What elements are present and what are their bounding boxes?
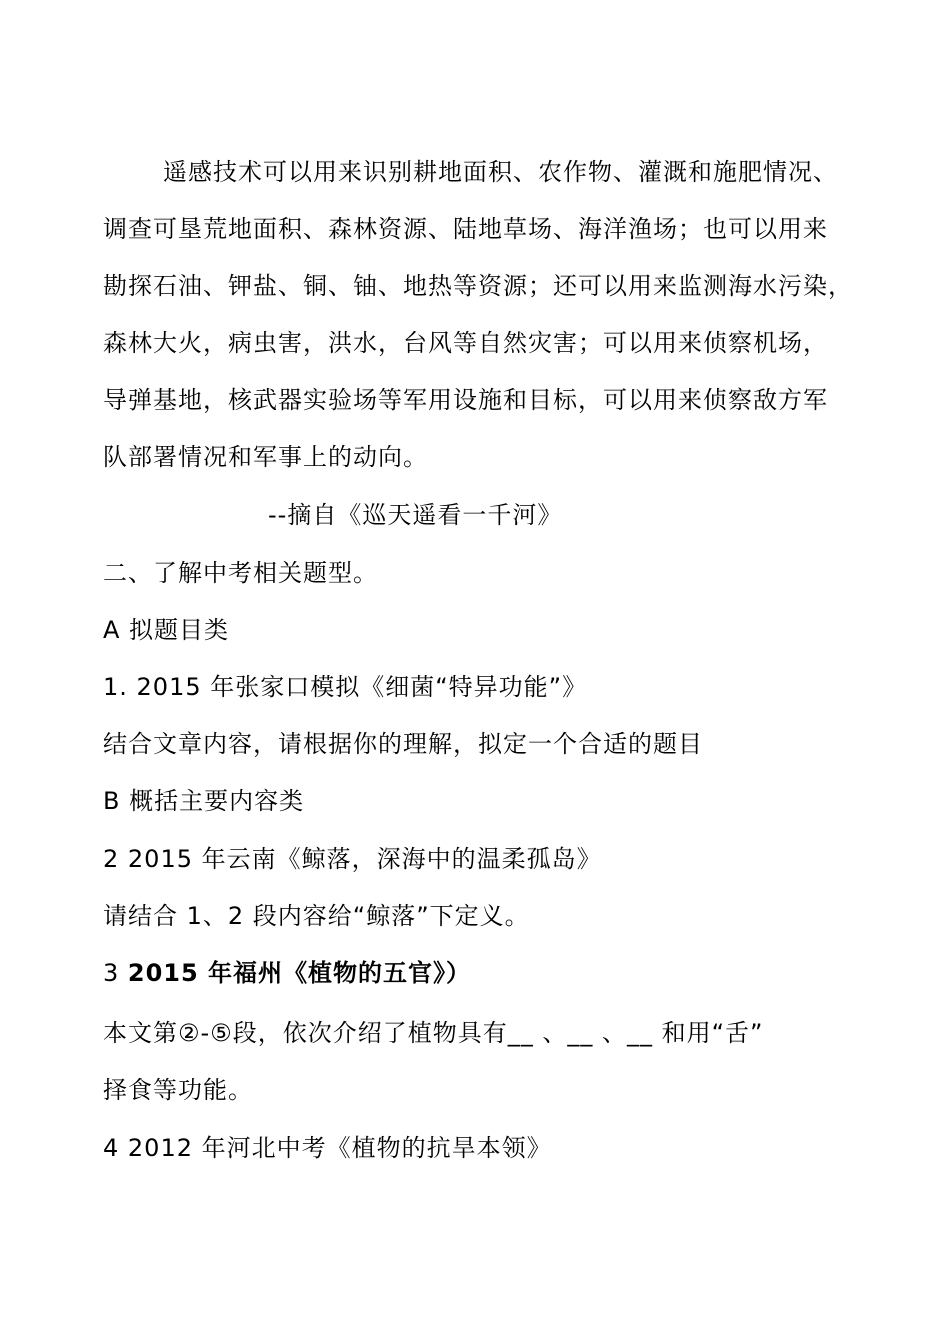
- passage-line-6: 队部署情况和军事上的动向。: [103, 443, 428, 471]
- section-heading: 二、了解中考相关题型。: [103, 559, 378, 587]
- question-3-title: [103, 958, 471, 988]
- question-3-prompt-line-2: 择食等功能。: [103, 1076, 253, 1104]
- passage-line-2: 调查可垦荒地面积、森林资源、陆地草场、海洋渔场；也可以用来: [103, 215, 828, 243]
- question-3-article: 《植物的五官》）: [283, 959, 472, 987]
- question-4-title: 4 2012 年河北中考《植物的抗旱本领》: [103, 1134, 552, 1162]
- passage-line-1: 遥感技术可以用来识别耕地面积、农作物、灌溉和施肥情况、: [163, 158, 838, 186]
- question-3-prompt-line-1: 本文第②-⑤段，依次介绍了植物具有__ 、__ 、__ 和用“舌”: [103, 1019, 764, 1047]
- passage-source: --摘自《巡天遥看一千河》: [268, 501, 563, 529]
- question-2-prompt: 请结合 1、2 段内容给“鲸落”下定义。: [103, 902, 530, 930]
- category-b-label: B 概括主要内容类: [103, 787, 305, 815]
- question-3-number: 3: [103, 959, 128, 987]
- question-1-prompt: 结合文章内容，请根据你的理解，拟定一个合适的题目: [103, 730, 703, 758]
- category-a-label: A 拟题目类: [103, 616, 230, 644]
- passage-line-5: 导弹基地，核武器实验场等军用设施和目标，可以用来侦察敌方军: [103, 386, 828, 414]
- question-3-source-bold: 2015 年福州: [127, 959, 284, 987]
- question-2-title: 2 2015 年云南《鲸落，深海中的温柔孤岛》: [103, 845, 602, 873]
- passage-line-3: 勘探石油、钾盐、铜、铀、地热等资源；还可以用来监测海水污染，: [103, 272, 853, 300]
- passage-line-4: 森林大火，病虫害，洪水，台风等自然灾害；可以用来侦察机场，: [103, 329, 828, 357]
- question-1-title: 1. 2015 年张家口模拟《细菌“特异功能”》: [103, 673, 588, 701]
